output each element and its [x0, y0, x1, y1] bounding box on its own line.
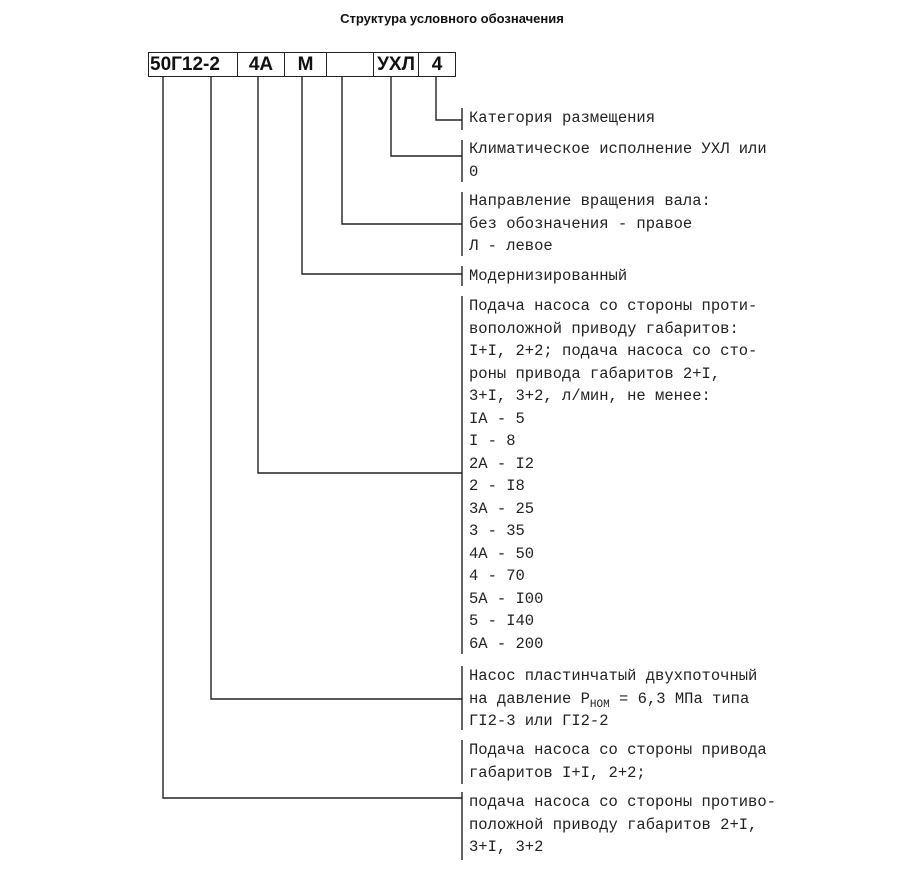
code-flow: 4А [237, 53, 284, 76]
code-base: 50Г12-2 [148, 53, 237, 76]
text-line: Модернизированный [469, 267, 628, 285]
subscript: НОМ [589, 698, 610, 711]
text-line: 6А - 200 [469, 634, 544, 653]
text-rotation [469, 190, 711, 258]
text-flow [469, 295, 757, 655]
text-line: 3 - 35 [469, 522, 525, 540]
diagram-title: Структура условного обозначения [340, 11, 564, 26]
text-line: Подача насоса со стороны привода [469, 741, 767, 759]
text-part: = 6,3 МПа типа [609, 689, 750, 708]
leader-flow [258, 77, 462, 473]
text-part: на давление P [469, 689, 590, 708]
text-line: 5 - I40 [469, 612, 535, 630]
code-placement: 4 [418, 53, 455, 76]
text-line: подача насоса со стороны противо- [469, 793, 776, 811]
text-line [469, 688, 757, 711]
leader-modernized [302, 77, 462, 274]
code-modernized: М [284, 53, 326, 76]
text-line: Направление вращения вала: [469, 192, 711, 210]
text-line: положной приводу габаритов 2+I, [469, 815, 758, 834]
text-line: 4А - 50 [469, 544, 535, 563]
code-climate: УХЛ [373, 53, 418, 76]
text-line: 4 - 70 [469, 567, 525, 585]
text-line: 3А - 25 [469, 499, 535, 518]
leader-placement [436, 77, 462, 120]
text-drive-b [469, 791, 776, 859]
text-line: 3+I, 3+2, л/мин, не менее: [469, 387, 711, 405]
text-drive-a [469, 739, 767, 784]
text-placement [469, 107, 655, 130]
text-line: воположной приводу габаритов: [469, 319, 739, 338]
text-line: IА - 5 [469, 409, 525, 428]
leader-rotation [342, 77, 462, 224]
text-line: без обозначения - правое [469, 214, 693, 233]
text-climate [469, 138, 767, 183]
text-line: 2А - I2 [469, 454, 535, 473]
leader-pump [211, 77, 462, 699]
text-line: Насос пластинчатый двухпоточный [469, 667, 758, 685]
text-line: I+I, 2+2; подача насоса со сто- [469, 342, 758, 360]
text-line: 5А - I00 [469, 589, 544, 608]
text-pump [469, 665, 757, 733]
text-line: I - 8 [469, 432, 516, 450]
text-line: 0 [469, 162, 479, 181]
text-line: ГI2-3 или ГI2-2 [469, 712, 609, 730]
text-line: Категория размещения [469, 109, 656, 127]
leader-climate [391, 77, 462, 156]
text-line: 3+I, 3+2 [469, 838, 544, 856]
text-line: габаритов I+I, 2+2; [469, 763, 646, 782]
leader-drive [163, 77, 462, 798]
text-line: 2 - I8 [469, 477, 525, 495]
text-line: Климатическое исполнение УХЛ или [469, 140, 767, 158]
text-line: роны привода габаритов 2+I, [469, 364, 721, 383]
text-modernized [469, 265, 627, 288]
text-line: Л - левое [469, 237, 553, 255]
text-line: Подача насоса со стороны проти- [469, 297, 758, 315]
